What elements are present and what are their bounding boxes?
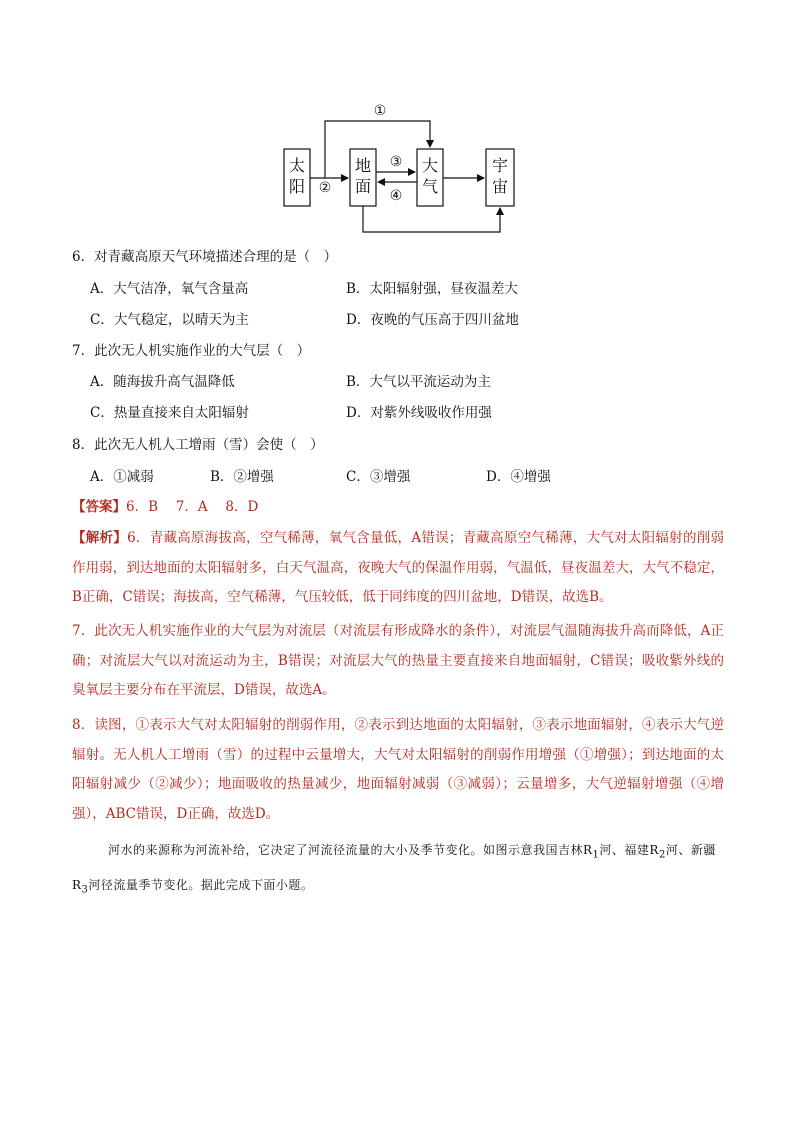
question-8-option-d: D．④增强: [486, 469, 551, 485]
space-label-2: 宙: [491, 177, 509, 196]
analysis-label: 【解析】: [72, 530, 128, 546]
sun-label-1: 太: [288, 156, 306, 175]
analysis-6-text: 6．青藏高原海拔高，空气稀薄，氧气含量低，A错误；青藏高原空气稀薄，大气对太阳辐射的削弱作用弱，到达地面的太阳辐射多，白天气温高，夜晚大气的保温作用弱，气温低，昼夜温差大，大气不稳定，B正确，C错误；海拔高，空气稀薄，气压较低，低于同纬度的四川盆地，D错误，故选B。: [72, 530, 724, 605]
question-6-stem: 6．对青藏高原天气环境描述合理的是（ ）: [72, 249, 338, 265]
question-8-option-b: B．②增强: [210, 469, 274, 485]
answer-line: [72, 497, 258, 517]
material-text-d: 河径流量季节变化。据此完成下面小题。: [88, 878, 314, 893]
material-text-c: 河、新疆R: [72, 843, 716, 893]
label-3: ③: [389, 154, 403, 170]
question-6-option-b: B．太阳辐射强，昼夜温差大: [346, 281, 518, 297]
material-text-b: 河、福建R: [599, 843, 659, 857]
material-text-a: 河水的来源称为河流补给，它决定了河流径流量的大小及季节变化。如图示意我国吉林R: [108, 843, 593, 857]
atmosphere-label-2: 气: [421, 177, 439, 196]
answer-text: 6．B 7．A 8．D: [126, 499, 259, 515]
question-7-stem: 7．此次无人机实施作业的大气层（ ）: [72, 343, 311, 359]
question-8-stem: 8．此次无人机人工增雨（雪）会使（ ）: [72, 437, 324, 453]
label-4: ④: [389, 188, 403, 204]
ground-label-2: 面: [354, 177, 372, 196]
question-8-option-a: A．①减弱: [90, 469, 154, 485]
sun-label-2: 阳: [288, 177, 306, 196]
label-1: ①: [373, 103, 387, 119]
question-6-option-c: C．大气稳定，以晴天为主: [90, 312, 249, 328]
ground-label-1: 地: [354, 156, 372, 175]
material-sub-3: 3: [81, 884, 89, 896]
arrow-ground-space: [363, 206, 500, 232]
analysis-8: 8．读图，①表示大气对太阳辐射的削弱作用，②表示到达地面的太阳辐射，③表示地面辐射，④表示大气逆辐射。无人机人工增雨（雪）的过程中云量增大，大气对太阳辐射的削弱作用增强（①增强）；到达地面的太阳辐射减少（②减少）；地面吸收的热量减少，地面辐射减弱（③减弱）；云量增多，大气逆辐射增强（④增强），ABC错误，D正确，故选D。: [72, 717, 724, 822]
atmosphere-label-1: 大: [421, 156, 439, 175]
radiation-diagram: [0, 0, 794, 250]
question-7-option-d: D．对紫外线吸收作用强: [346, 405, 492, 421]
question-7-option-a: A．随海拔升高气温降低: [90, 374, 235, 390]
question-6-option-d: D．夜晚的气压高于四川盆地: [346, 312, 519, 328]
question-7-option-c: C．热量直接来自太阳辐射: [90, 405, 249, 421]
question-8-option-c: C．③增强: [346, 469, 411, 485]
question-7-option-b: B．大气以平流运动为主: [346, 374, 491, 390]
analysis-7: 7．此次无人机实施作业的大气层为对流层（对流层有形成降水的条件），对流层气温随海拔升高而降低，A正确；对流层大气以对流运动为主，B错误；对流层大气的热量主要直接来自地面辐射，C错误；吸收紫外线的臭氧层主要分布在平流层，D错误，故选A。: [72, 623, 724, 698]
answer-label: 【答案】: [72, 499, 126, 515]
material-sub-1: 1: [592, 849, 600, 861]
material-paragraph: [72, 835, 724, 906]
space-label-1: 宇: [491, 156, 509, 175]
analysis-6: [72, 524, 724, 613]
question-6-option-a: A．大气洁净，氧气含量高: [90, 281, 249, 297]
material-sub-2: 2: [658, 849, 666, 861]
arrow-1: [325, 121, 430, 178]
label-2: ②: [318, 180, 332, 196]
